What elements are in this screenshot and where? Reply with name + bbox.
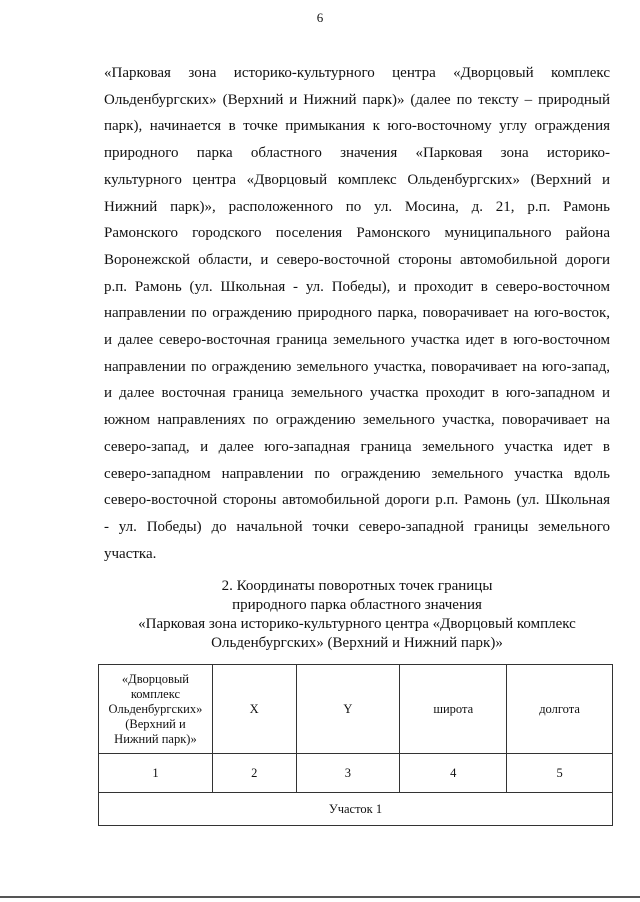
paragraph-line: южном направлениях по ограждению земельного участка, поворачивает на <box>104 412 610 429</box>
paragraph-line: направлении по ограждению природного парка, поворачивает на юго-восток, <box>104 305 610 322</box>
section-label-cell: Участок 1 <box>99 793 613 826</box>
header-line: Нижний парк)» <box>114 731 197 746</box>
table-section-row <box>99 793 613 826</box>
column-number-cell: 1 <box>99 754 213 793</box>
paragraph-line: Нижний парк)», расположенного по ул. Мосина, д. 21, р.п. Рамонь <box>104 198 610 215</box>
paragraph-line: Ольденбургских» (Верхний и Нижний парк)» (далее по тексту – природный <box>104 91 610 108</box>
paragraph-line: и далее восточная граница земельного участка проходит в юго-западном и <box>104 385 610 402</box>
body-paragraph <box>104 60 610 567</box>
header-cell-name <box>99 665 213 754</box>
paragraph-line: природного парка областного значения «Парковая зона историко- <box>104 145 610 162</box>
page-number: 6 <box>316 10 324 25</box>
paragraph-line: и далее северо-восточная граница земельного участка идет в юго-восточном <box>104 332 610 349</box>
column-number-cell: 2 <box>212 754 296 793</box>
coordinates-table <box>98 664 613 826</box>
paragraph-line: северо-восточной стороны автомобильной дороги р.п. Рамонь (ул. Школьная <box>104 492 610 509</box>
header-cell-y: Y <box>296 665 400 754</box>
header-line: «Дворцовый <box>121 671 189 686</box>
paragraph-line: Воронежской области, и северо-восточной стороны автомобильной дороги <box>104 251 610 268</box>
header-cell-latitude: широта <box>400 665 507 754</box>
paragraph-line: участка. <box>104 545 157 562</box>
heading-line: 2. Координаты поворотных точек границы <box>221 578 493 594</box>
paragraph-line: направлении по ограждению земельного участка, поворачивает на юго-запад, <box>104 358 610 375</box>
paragraph-line: - ул. Победы) до начальной точки северо-западной границы земельного <box>104 518 610 535</box>
header-line: (Верхний и <box>125 716 186 731</box>
paragraph-line: северо-запад, и далее юго-западная граница земельного участка идет в <box>104 438 610 455</box>
column-number-cell: 4 <box>400 754 507 793</box>
header-cell-x: X <box>212 665 296 754</box>
paragraph-line: культурного центра «Дворцовый комплекс Ольденбургских» (Верхний и <box>104 171 610 188</box>
header-cell-longitude: долгота <box>507 665 613 754</box>
paragraph-line: р.п. Рамонь (ул. Школьная - ул. Победы), и проходит в северо-восточном <box>104 278 610 295</box>
table-header-row <box>99 665 613 754</box>
column-number-cell: 5 <box>507 754 613 793</box>
paragraph-line: парк), начинается в точке примыкания к юго-восточному углу ограждения <box>104 118 610 135</box>
header-line: Ольденбургских» <box>108 701 203 716</box>
column-number-cell: 3 <box>296 754 400 793</box>
heading-line: Ольденбургских» (Верхний и Нижний парк)» <box>211 635 503 651</box>
table-column-numbers-row <box>99 754 613 793</box>
heading-line: природного парка областного значения <box>232 597 482 613</box>
paragraph-line: Рамонского городского поселения Рамонского муниципального района <box>104 225 610 242</box>
section-heading <box>104 577 610 653</box>
bottom-edge-rule <box>0 896 640 898</box>
paragraph-line: северо-западном направлении по ограждению земельного участка вдоль <box>104 465 610 482</box>
paragraph-line: «Парковая зона историко-культурного центра «Дворцовый комплекс <box>104 65 610 81</box>
header-line: комплекс <box>130 686 181 701</box>
heading-line: «Парковая зона историко-культурного центра «Дворцовый комплекс <box>138 616 576 632</box>
